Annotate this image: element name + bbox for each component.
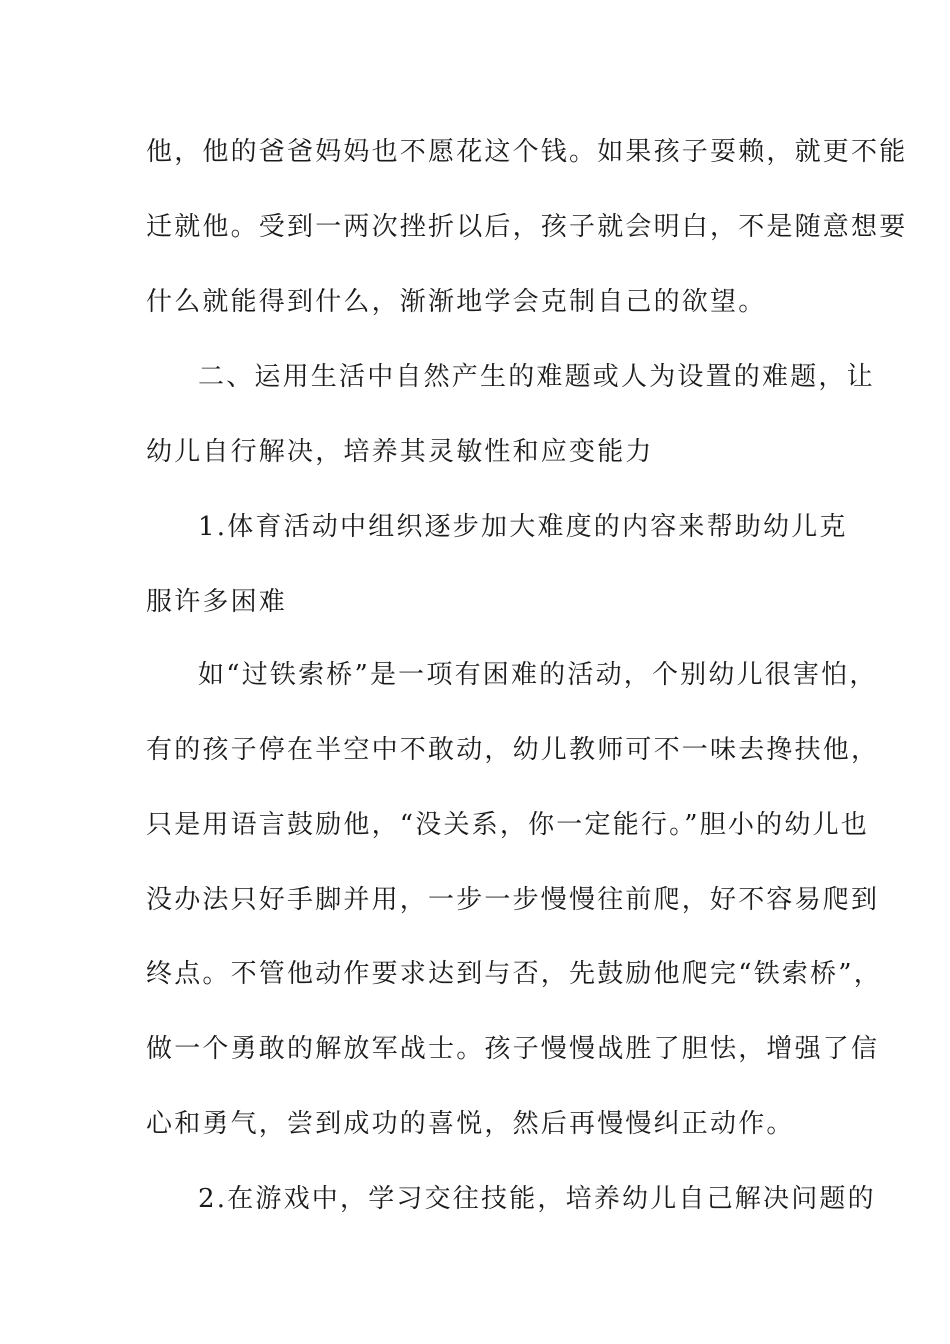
text-line: 他，他的爸爸妈妈也不愿花这个钱。如果孩子耍赖，就更不能 — [146, 137, 908, 167]
text-line: 有的孩子停在半空中不敢动，幼儿教师可不一味去搀扶他， — [146, 735, 880, 765]
text-line: 终点。不管他动作要求达到与否，先鼓励他爬完“铁索桥”， — [146, 959, 882, 989]
text-line: 心和勇气，尝到成功的喜悦，然后再慢慢纠正动作。 — [146, 1109, 795, 1139]
text-line: 做一个勇敢的解放军战士。孩子慢慢战胜了胆怯，增强了信 — [146, 1034, 880, 1064]
section-heading-line: 幼儿自行解决，培养其灵敏性和应变能力 — [146, 437, 654, 467]
subheading-line: 服许多困难 — [146, 587, 288, 617]
subheading-line: 2.在游戏中，学习交往技能，培养幼儿自己解决问题的 — [198, 1184, 876, 1214]
text-line: 什么就能得到什么，渐渐地学会克制自己的欲望。 — [146, 287, 767, 317]
subheading-line: 1.体育活动中组织逐步加大难度的内容来帮助幼儿克 — [198, 512, 848, 542]
text-line: 迁就他。受到一两次挫折以后，孩子就会明白，不是随意想要 — [146, 212, 908, 242]
text-line: 只是用语言鼓励他，“没关系，你一定能行。”胆小的幼儿也 — [146, 810, 869, 840]
text-line: 没办法只好手脚并用，一步一步慢慢往前爬，好不容易爬到 — [146, 885, 880, 915]
text-line: 如“过铁索桥”是一项有困难的活动，个别幼儿很害怕， — [198, 660, 878, 690]
section-heading-line: 二、运用生活中自然产生的难题或人为设置的难题，让 — [198, 362, 875, 392]
